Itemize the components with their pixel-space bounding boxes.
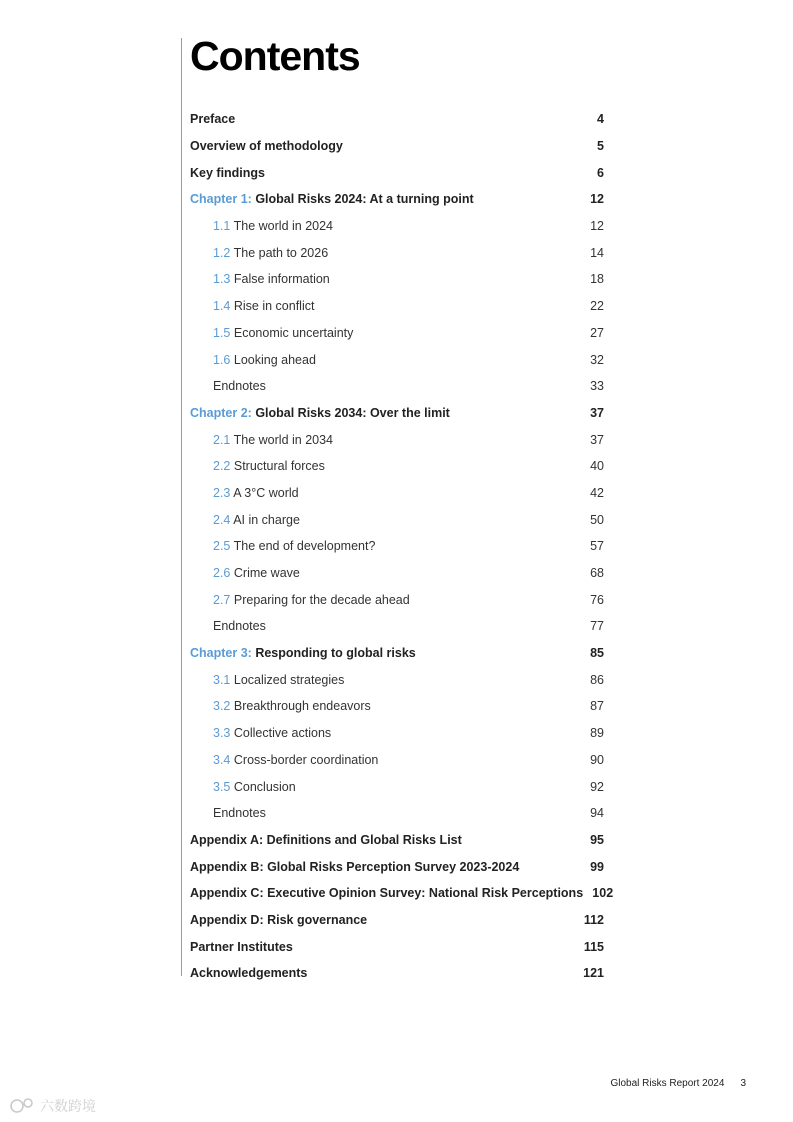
toc-entry-title: Key findings [190,165,266,180]
toc-entry-label [213,619,266,633]
toc-entry-label [190,139,343,153]
toc-entry-title: The path to 2026 [233,245,329,260]
toc-entry-title: Overview of methodology [190,139,343,154]
toc-entry[interactable] [190,400,604,427]
toc-entry-title: Conclusion [233,779,296,794]
toc-entry-page: 77 [590,619,604,634]
toc-entry[interactable] [190,506,604,533]
toc-entry[interactable] [190,773,604,800]
toc-entry-page: 37 [590,432,604,447]
toc-entry[interactable] [190,613,604,640]
toc-entry-number: 3.3 [213,726,231,741]
toc-entry-title: The end of development? [233,539,376,554]
toc-entry-page: 102 [592,886,614,901]
toc-entry[interactable] [190,880,614,907]
toc-entry-number: 3.2 [213,699,231,714]
toc-entry[interactable] [190,560,604,587]
toc-entry-label [213,699,371,713]
toc-entry[interactable] [190,853,604,880]
toc-entry-page: 37 [590,405,604,420]
footer-report-name: Global Risks Report 2024 [610,1078,725,1089]
page-title: Contents [190,33,360,79]
toc-entry-page: 89 [590,726,604,741]
toc-entry-label [213,726,331,740]
toc-entry-label [213,379,266,393]
toc-entry-title: Endnotes [213,379,266,394]
toc-entry-number: 1.4 [213,299,231,314]
toc-entry-title: Preface [190,112,236,127]
toc-entry[interactable] [190,346,604,373]
toc-entry[interactable] [190,426,604,453]
toc-entry-page: 27 [590,325,604,340]
toc-entry-page: 76 [590,592,604,607]
toc-entry-label [190,966,307,980]
toc-entry-title: The world in 2034 [233,432,334,447]
toc-entry-title: Cross-border coordination [233,752,379,767]
footer-page-number: 3 [740,1078,746,1089]
toc-entry-label [213,433,333,447]
toc-entry-label [190,166,265,180]
toc-entry-page: 42 [590,485,604,500]
toc-entry-title: Appendix A: Definitions and Global Risks List [190,832,462,847]
toc-entry-label [190,913,367,927]
toc-entry-number: Chapter 1: [190,192,252,207]
toc-entry[interactable] [190,907,604,934]
toc-entry[interactable] [190,640,604,667]
toc-entry[interactable] [190,239,604,266]
toc-entry-page: 95 [590,832,604,847]
toc-entry[interactable] [190,266,604,293]
page-footer [610,1078,746,1089]
toc-entry-label [213,539,375,553]
toc-entry-title: False information [233,272,330,287]
toc-entry-label [213,673,344,687]
toc-entry-page: 86 [590,672,604,687]
toc-entry[interactable] [190,480,604,507]
toc-entry-page: 33 [590,379,604,394]
toc-entry-label [213,486,299,500]
toc-entry-label [190,192,474,206]
toc-entry-title: Endnotes [213,619,266,634]
toc-entry-number: 2.1 [213,432,231,447]
table-of-contents [190,106,614,987]
toc-entry[interactable] [190,800,604,827]
toc-entry-label [213,780,296,794]
toc-entry-page: 57 [590,539,604,554]
toc-entry-number: 2.3 [213,485,231,500]
left-margin-rule [181,38,182,976]
toc-entry-page: 4 [597,112,604,127]
toc-entry-title: Appendix D: Risk governance [190,912,368,927]
toc-entry-label [213,753,378,767]
toc-entry-title: Global Risks 2034: Over the limit [255,405,450,420]
toc-entry-label [190,406,450,420]
toc-entry[interactable] [190,827,604,854]
toc-entry-title: A 3°C world [233,485,299,500]
toc-entry[interactable] [190,666,604,693]
toc-entry-title: The world in 2024 [233,219,334,234]
toc-entry-number: 1.5 [213,325,231,340]
toc-entry-title: Responding to global risks [255,646,416,661]
toc-entry-label [190,940,293,954]
toc-entry[interactable] [190,960,604,987]
toc-entry-label [213,326,353,340]
toc-entry-label [213,806,266,820]
toc-entry-page: 94 [590,806,604,821]
toc-entry-title: Localized strategies [233,672,345,687]
toc-entry-page: 90 [590,752,604,767]
toc-entry[interactable] [190,159,604,186]
toc-entry-number: 1.1 [213,219,231,234]
toc-entry[interactable] [190,133,604,160]
toc-entry-label [213,593,410,607]
toc-entry-title: Preparing for the decade ahead [233,592,410,607]
toc-entry-page: 115 [583,939,604,954]
toc-entry-label [213,246,328,260]
toc-entry[interactable] [190,533,604,560]
toc-entry-number: 1.6 [213,352,231,367]
toc-entry-number: Chapter 2: [190,405,252,420]
toc-entry-page: 32 [590,352,604,367]
toc-entry-number: 3.1 [213,672,231,687]
toc-entry-number: 1.3 [213,272,231,287]
toc-entry-page: 5 [597,139,604,154]
toc-entry-number: 2.5 [213,539,231,554]
toc-entry-label [213,299,314,313]
toc-entry-page: 85 [590,646,604,661]
toc-entry-number: Chapter 3: [190,646,252,661]
toc-entry-number: 2.6 [213,566,231,581]
toc-entry-title: Rise in conflict [233,299,315,314]
toc-entry-title: Looking ahead [233,352,316,367]
toc-entry[interactable] [190,453,604,480]
toc-entry[interactable] [190,186,604,213]
toc-entry-page: 12 [590,192,604,207]
toc-entry-title: AI in charge [233,512,300,527]
toc-entry-title: Partner Institutes [190,939,293,954]
toc-entry-number: 1.2 [213,245,231,260]
toc-entry-page: 6 [597,165,604,180]
toc-entry-title: Collective actions [233,726,332,741]
toc-entry-label [213,353,316,367]
toc-entry-title: Global Risks 2024: At a turning point [255,192,474,207]
toc-entry-page: 14 [590,245,604,260]
toc-entry-label [190,112,235,126]
toc-entry[interactable] [190,373,604,400]
toc-entry-page: 40 [590,459,604,474]
toc-entry-page: 87 [590,699,604,714]
toc-entry-title: Economic uncertainty [233,325,354,340]
toc-entry-label [190,646,416,660]
toc-entry-title: Breakthrough endeavors [233,699,371,714]
toc-entry-number: 3.4 [213,752,231,767]
toc-entry-page: 50 [590,512,604,527]
toc-entry-label [213,566,300,580]
toc-entry-number: 3.5 [213,779,231,794]
toc-entry-title: Appendix C: Executive Opinion Survey: National Risk Perceptions [190,886,584,901]
toc-entry-page: 18 [590,272,604,287]
toc-entry[interactable] [190,933,604,960]
toc-entry[interactable] [190,293,604,320]
toc-entry-title: Crime wave [233,566,300,581]
toc-entry-label [213,513,300,527]
toc-entry-page: 121 [583,966,604,981]
toc-entry-page: 68 [590,566,604,581]
toc-entry-number: 2.7 [213,592,231,607]
toc-entry-page: 112 [583,912,604,927]
toc-entry-title: Structural forces [233,459,325,474]
toc-entry[interactable] [190,693,604,720]
toc-entry[interactable] [190,106,604,133]
toc-entry-page: 12 [590,219,604,234]
watermark-logo [8,1094,108,1116]
toc-entry[interactable] [190,747,604,774]
toc-entry-number: 2.2 [213,459,231,474]
toc-entry-title: Appendix B: Global Risks Perception Survey 2023-2024 [190,859,520,874]
toc-entry[interactable] [190,213,604,240]
toc-entry-label [213,459,325,473]
toc-entry-page: 22 [590,299,604,314]
toc-entry-page: 99 [590,859,604,874]
watermark-text: 六数跨境 [40,1099,96,1115]
toc-entry-page: 92 [590,779,604,794]
toc-entry-label [213,272,330,286]
toc-entry-title: Acknowledgements [190,966,308,981]
toc-entry-number: 2.4 [213,512,231,527]
toc-entry[interactable] [190,586,604,613]
toc-entry[interactable] [190,320,604,347]
toc-entry-label [190,886,583,900]
toc-entry-title: Endnotes [213,806,266,821]
toc-entry-label [190,833,462,847]
toc-entry-label [190,860,519,874]
toc-entry[interactable] [190,720,604,747]
toc-entry-label [213,219,333,233]
